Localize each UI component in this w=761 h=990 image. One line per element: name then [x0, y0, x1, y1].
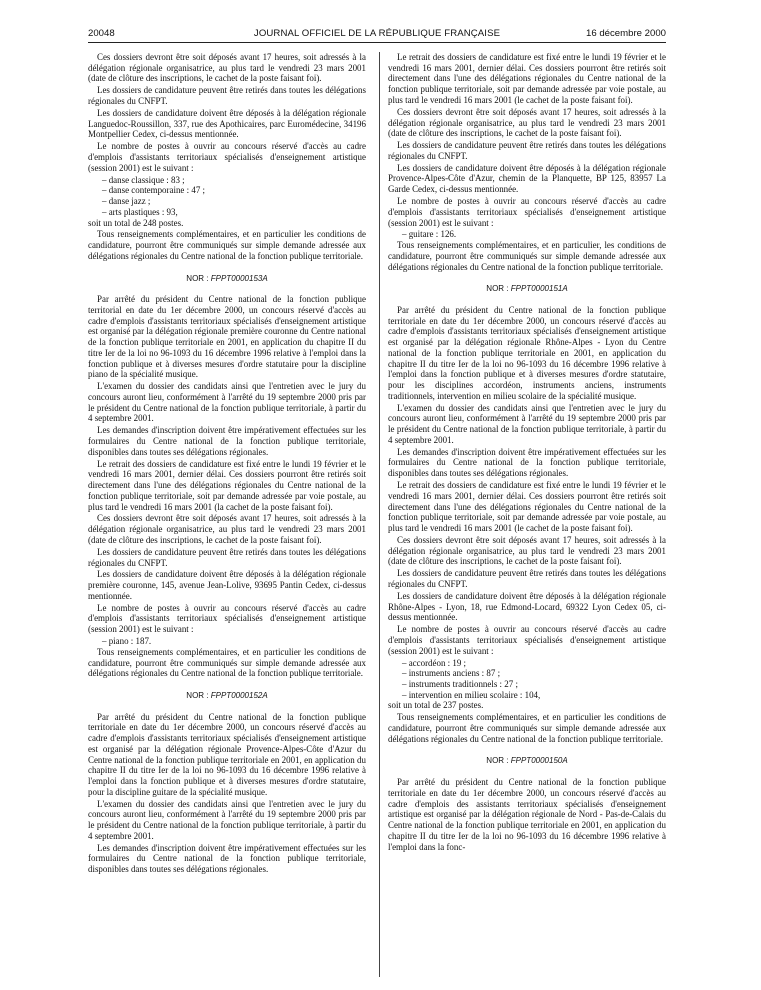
- nor-label: NOR :: [186, 273, 211, 283]
- page-number: 20048: [88, 28, 115, 39]
- paragraph: Le nombre de postes à ouvrir au concours réservé d'accès au cadre d'emplois d'assistants territoriaux spécialisés d'enseignement artistique (session 2001) est le suivant :: [388, 196, 666, 228]
- nor-reference: [88, 274, 366, 285]
- list-item: – danse contemporaine : 47 ;: [88, 185, 366, 196]
- right-column: [388, 52, 666, 853]
- paragraph: Le retrait des dossiers de candidature est fixé entre le lundi 19 février et le vendredi 16 mars 2001, dernier délai. Ces dossiers pourront être retirés soit directement dans l'une des délégations régionales du Centre national de la fonction publique territoriale, soit par demande adressée par voie postale, au plus tard le vendredi 16 mars 2001 (la cachet de la poste faisant foi).: [88, 458, 366, 512]
- list-item: – instruments anciens : 87 ;: [388, 668, 666, 679]
- paragraph: Les demandes d'inscription doivent être impérativement effectuées sur les formulaires du Centre national de la fonction publique territoriale, disponibles dans toutes ses délégations régionales.: [388, 446, 666, 479]
- paragraph: Tous renseignements complémentaires, et en particulier les conditions de candidature, pourront être communiqués sur simple demande adressée aux délégations régionales du Centre national de la fonction publique territoriale.: [88, 229, 366, 261]
- paragraph: Ces dossiers devront être soit déposés avant 17 heures, soit adressés à la délégation régionale organisatrice, au plus tard le vendredi 23 mars 2001 (date de clôture des inscriptions, le cachet de la poste faisant foi).: [388, 534, 666, 567]
- list-item: – danse jazz ;: [88, 196, 366, 207]
- paragraph: Les demandes d'inscription doivent être impérativement effectuées sur les formulaires du Centre national de la fonction publique territoriale, disponibles dans toutes ses délégations régionales.: [88, 425, 366, 457]
- list-item: – danse classique : 83 ;: [88, 175, 366, 186]
- left-column: [88, 52, 366, 876]
- paragraph: Les dossiers de candidature peuvent être retirés dans toutes les délégations régionales du CNFPT.: [88, 546, 366, 568]
- nor-code: FPPT0000153A: [210, 273, 268, 283]
- paragraph: Le nombre de postes à ouvrir au concours réservé d'accès au cadre d'emplois d'assistants territoriaux spécialisés d'enseignement artistique (session 2001) est le suivant :: [88, 141, 366, 173]
- posts-list: [88, 636, 366, 647]
- paragraph: Ces dossiers devront être soit déposés avant 17 heures, soit adressés à la délégation régionale organisatrice, au plus tard le vendredi 23 mars 2001 (date de clôture des inscriptions, le cachet de la poste faisant foi).: [388, 106, 666, 139]
- paragraph: Les dossiers de candidature peuvent être retirés dans toutes les délégations régionales du CNFPT.: [388, 140, 666, 161]
- paragraph: Tous renseignements complémentaires, et en particulier les conditions de candidature, pourront être communiqués sur simple demande adressée aux délégations régionales du Centre national de la fonction publique territoriale.: [88, 646, 366, 679]
- paragraph: Le retrait des dossiers de candidature est fixé entre le lundi 19 février et le vendredi 16 mars 2001, dernier délai. Ces dossiers pourront être retirés soit directement dans l'une des délégations régionales du Centre national de la fonction publique territoriale, soit par demande adressée par voie postale, au plus tard le vendredi 16 mars 2001 (le cachet de la poste faisant foi).: [388, 480, 666, 533]
- paragraph: Par arrêté du président du Centre national de la fonction publique territoriale en date du 1er décembre 2000, un concours réservé d'accès au cadre d'emplois d'assistants territoriaux spécialisés d'enseignement artistique est organisé par la délégation régionale Rhône-Alpes - Lyon du Centre national de la fonction publique territoriale en 2001, en application du chapitre II du titre Ier de la loi no 96-1093 du 16 décembre 1996 relative à l'emploi dans la fonction publique et à diverses mesures d'ordre statutaire, pour les disciplines accordéon, instruments anciens, instruments traditionnels, intervention en milieu scolaire de la spécialité musique.: [388, 305, 666, 401]
- nor-label: NOR :: [186, 690, 211, 700]
- paragraph: Ces dossiers devront être soit déposés avant 17 heures, soit adressés à la délégation régionale organisatrice, au plus tard le vendredi 23 mars 2001 (date de clôture des inscriptions, le cachet de la poste faisant foi).: [88, 52, 366, 84]
- paragraph: Le nombre de postes à ouvrir au concours réservé d'accès au cadre d'emplois d'assistants territoriaux spécialisés d'enseignement artistique (session 2001) est le suivant :: [88, 602, 366, 635]
- paragraph: Les dossiers de candidature doivent être déposés à la délégation régionale Rhône-Alpes - Lyon, 18, rue Edmond-Locard, 69322 Lyon Cedex 05, ci-dessus mentionnée.: [388, 590, 666, 623]
- paragraph: Les dossiers de candidature peuvent être retirés dans toutes les délégations régionales du CNFPT.: [388, 568, 666, 589]
- posts-total: soit un total de 248 postes.: [88, 217, 184, 228]
- list-item: – accordéon : 19 ;: [388, 658, 666, 669]
- posts-list: [388, 658, 666, 701]
- paragraph: Le retrait des dossiers de candidature est fixé entre le lundi 19 février et le vendredi 16 mars 2001, dernier délai. Ces dossiers pourront être retirés soit directement dans l'une des délégations régionales du Centre national de la fonction publique territoriale, soit par demande adressée par voie postale, au plus tard le vendredi 16 mars 2001 (le cachet de la poste faisant foi).: [388, 52, 666, 105]
- page-header: [88, 24, 666, 43]
- list-item: – instruments traditionnels : 27 ;: [388, 679, 666, 690]
- paragraph: Tous renseignements complémentaires, et en particulier, les conditions de candidature, pourront être communiqués sur simple demande adressée aux délégations régionales du Centre national de la fonction publique territoriale.: [388, 240, 666, 272]
- list-item: – guitare : 126.: [388, 229, 666, 240]
- paragraph: Les demandes d'inscription doivent être impérativement effectuées sur les formulaires du Centre national de la fonction publique territoriale, disponibles dans toutes ses délégations régionales.: [88, 842, 366, 875]
- paragraph: Les dossiers de candidature doivent être déposés à la délégation régionale Languedoc-Roussillon, 337, rue des Apothicaires, parc Euromédecine, 34196 Montpellier Cedex, ci-dessus mentionnée.: [88, 107, 366, 140]
- nor-reference: [88, 691, 366, 702]
- paragraph: L'examen du dossier des candidats ainsi que l'entretien avec le jury du concours auront lieu, conformément à l'arrêté du 19 septembre 2000 pris par le président du Centre national de la fonction publique territoriale, à partir du 4 septembre 2001.: [388, 402, 666, 445]
- list-item: – piano : 187.: [88, 636, 366, 647]
- nor-code: FPPT0000151A: [510, 284, 568, 294]
- nor-code: FPPT0000150A: [510, 756, 568, 766]
- nor-label: NOR :: [486, 756, 511, 766]
- list-item: – intervention en milieu scolaire : 104,: [388, 690, 666, 701]
- nor-code: FPPT0000152A: [210, 690, 268, 700]
- nor-reference: [388, 284, 666, 295]
- journal-title: JOURNAL OFFICIEL DE LA RÉPUBLIQUE FRANÇAISE: [253, 28, 501, 39]
- paragraph: Ces dossiers devront être soit déposés avant 17 heures, soit adressés à la délégation régionale organisatrice, au plus tard le vendredi 23 mars 2001 (date de clôture des inscriptions, le cachet de la poste faisant foi).: [88, 513, 366, 545]
- paragraph: Les dossiers de candidature doivent être déposés à la délégation régionale première couronne, 145, avenue Jean-Lolive, 93695 Pantin Cedex, ci-dessus mentionnée.: [88, 569, 366, 601]
- paragraph: Par arrêté du président du Centre national de la fonction publique territoriale en date du 1er décembre 2000, un concours réservé d'accès au cadre d'emplois d'assistants territoriaux spécialisés d'enseignement artistique est organisé par la délégation régionale Provence-Alpes-Côte d'Azur du Centre national de la fonction publique territoriale en 2001, en application du chapitre II du titre Ier de la loi no 96-1093 du 16 décembre 1996 relative à l'emploi dans la fonction publique et à diverses mesures d'ordre statutaire, pour la discipline guitare de la spécialité musique.: [88, 711, 366, 797]
- nor-reference: [388, 756, 666, 767]
- posts-total: soit un total de 237 postes.: [388, 700, 484, 711]
- paragraph: Par arrêté du président du Centre national de la fonction publique territoriale en date du 1er décembre 2000, un concours réservé d'accès au cadre d'emplois des assistants territoriaux spécialisés d'enseignement artistique est organisé par la délégation régionale de Nord - Pas-de-Calais du Centre national de la fonction publique territoriale en 2001, en application du chapitre II du titre Ier de la loi no 96-1093 du 16 décembre 1996 relative à l'emploi dans la fonc-: [388, 777, 666, 852]
- paragraph: L'examen du dossier des candidats ainsi que l'entretien avec le jury du concours auront lieu, conformément à l'arrêté du 19 septembre 2000 pris par le président du Centre national de la fonction publique territoriale, à partir du 4 septembre 2001.: [88, 381, 366, 424]
- issue-date: 16 décembre 2000: [585, 28, 666, 39]
- nor-label: NOR :: [486, 284, 511, 294]
- paragraph: Par arrêté du président du Centre national de la fonction publique territorial en date du 1er décembre 2000, un concours réservé d'accès au cadre d'emplois d'assistants territoriaux spécialisés d'enseignement artistique est organisé par la délégation régionale première couronne du Centre national de la fonction publique territoriale en 2001, en application du chapitre II du titre Ier de la loi no 96-1093 du 16 décembre 1996 relative à l'emploi dans la fonction publique et à diverses mesures d'ordre statutaire pour la discipline piano de la spécialité musique.: [88, 294, 366, 380]
- paragraph: Tous renseignements complémentaires, et en particulier les conditions de candidature, pourront être communiqués sur simple demande adressée aux délégations régionales du Centre national de la fonction publique territoriale.: [388, 712, 666, 744]
- paragraph: L'examen du dossier des candidats ainsi que l'entretien avec le jury du concours auront lieu, conformément à l'arrêté du 19 septembre 2000 pris par le président du Centre national de la fonction publique territoriale, à partir du 4 septembre 2001.: [88, 798, 366, 841]
- column-divider: [379, 52, 380, 977]
- paragraph: Les dossiers de candidature doivent être déposés à la délégation régionale Provence-Alpes-Côte d'Azur, chemin de la Planquette, BP 125, 83957 La Garde Cedex, ci-dessus mentionnée.: [388, 162, 666, 195]
- posts-list: [88, 175, 366, 218]
- list-item: – arts plastiques : 93,: [88, 207, 366, 218]
- paragraph: Les dossiers de candidature peuvent être retirés dans toutes les délégations régionales du CNFPT.: [88, 85, 366, 107]
- posts-list: [388, 229, 666, 240]
- paragraph: Le nombre de postes à ouvrir au concours réservé d'accès au cadre d'emplois d'assistants territoriaux spécialisés d'enseignement artistique (session 2001) est le suivant :: [388, 624, 666, 656]
